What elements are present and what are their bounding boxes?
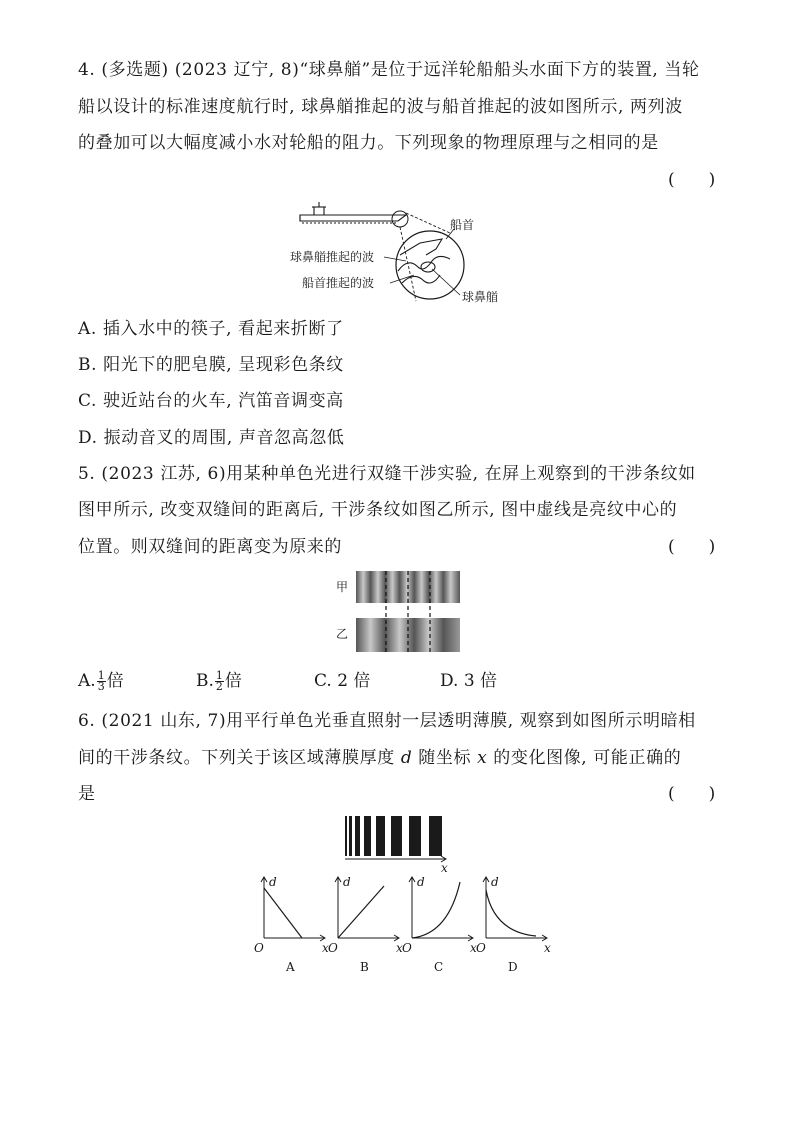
graph-xlabel: x (470, 941, 477, 955)
graph-xlabel: x (396, 941, 403, 955)
label-jia: 甲 (336, 580, 349, 594)
label-bow-wave: 船首推起的波 (302, 276, 375, 290)
q4-option-a: A. 插入水中的筷子, 看起来折断了 (78, 319, 344, 339)
graph-b (328, 875, 403, 974)
q4-line-3: 的叠加可以大幅度减小水对轮船的阻力。下列现象的物理原理与之相同的是 (78, 133, 659, 153)
graph-curve (338, 886, 384, 938)
graph-origin: O (328, 941, 338, 955)
graph-a (254, 875, 329, 974)
graph-curve (264, 888, 302, 938)
graph-ylabel: d (343, 875, 351, 889)
graph-origin: O (476, 941, 486, 955)
fringe-x-label: x (441, 861, 448, 875)
graph-ylabel: d (269, 875, 277, 889)
q5-line-2: 图甲所示, 改变双缝间的距离后, 干涉条纹如图乙所示, 图中虚线是亮纹中心的 (78, 500, 678, 520)
q5-line-1: 5. (2023 江苏, 6)用某种单色光进行双缝干涉实验, 在屏上观察到的干涉条纹如 (78, 464, 696, 484)
graph-xlabel: x (544, 941, 551, 955)
q4-line-2: 船以设计的标准速度航行时, 球鼻艏推起的波与船首推起的波如图所示, 两列波 (78, 97, 683, 117)
ship-icon (300, 202, 406, 223)
q5-fringe-figure (334, 566, 464, 658)
q6-line-1: 6. (2021 山东, 7)用平行单色光垂直照射一层透明薄膜, 观察到如图所示明暗相 (78, 711, 696, 731)
graph-xlabel: x (322, 941, 329, 955)
q6-line-3: 是 (78, 784, 96, 804)
graph-d (476, 875, 551, 974)
q4-option-b: B. 阳光下的肥皂膜, 呈现彩色条纹 (78, 355, 344, 375)
q5-line-3: 位置。则双缝间的距离变为原来的 (78, 537, 342, 557)
q4-option-c: C. 驶近站台的火车, 汽笛音调变高 (78, 391, 344, 411)
graph-option-label: A (286, 960, 295, 974)
graph-curve (412, 882, 460, 938)
label-yi: 乙 (336, 627, 349, 641)
graph-origin: O (402, 941, 412, 955)
q6-line-2: 间的干涉条纹。下列关于该区域薄膜厚度 d 随坐标 x 的变化图像, 可能正确的 (78, 748, 682, 768)
q4-line-1: 4. (多选题) (2023 辽宁, 8)“球鼻艏”是位于远洋轮船船头水面下方的装置, 当轮 (78, 60, 700, 80)
q5-option-c: C. 2 倍 (314, 671, 371, 691)
q4-ship-figure (290, 195, 520, 310)
q4-answer-bracket: ( ) (668, 170, 716, 190)
graph-origin: O (254, 941, 264, 955)
q5-option-b: B. $\frac{1}{2}$ 倍 (196, 669, 242, 693)
graph-ylabel: d (491, 875, 499, 889)
graph-option-label: D (508, 960, 518, 974)
graph-c (402, 875, 477, 974)
q4-option-d: D. 振动音叉的周围, 声音忽高忽低 (78, 428, 345, 448)
graph-curve (486, 890, 536, 936)
label-bulb: 球鼻艏 (462, 290, 499, 304)
q5-option-d: D. 3 倍 (440, 671, 498, 691)
q6-graphs (250, 875, 551, 978)
q6-fringe-strip (345, 816, 455, 874)
label-bulb-wave: 球鼻艏推起的波 (290, 250, 375, 264)
graph-option-label: B (360, 960, 369, 974)
q5-option-a: A. $\frac{1}{3}$ 倍 (78, 669, 124, 693)
graph-option-label: C (434, 960, 444, 974)
graph-ylabel: d (417, 875, 425, 889)
label-bow: 船首 (450, 218, 475, 232)
fringe-bars (345, 816, 442, 856)
q5-answer-bracket: ( ) (668, 537, 716, 557)
q6-answer-bracket: ( ) (668, 784, 716, 804)
